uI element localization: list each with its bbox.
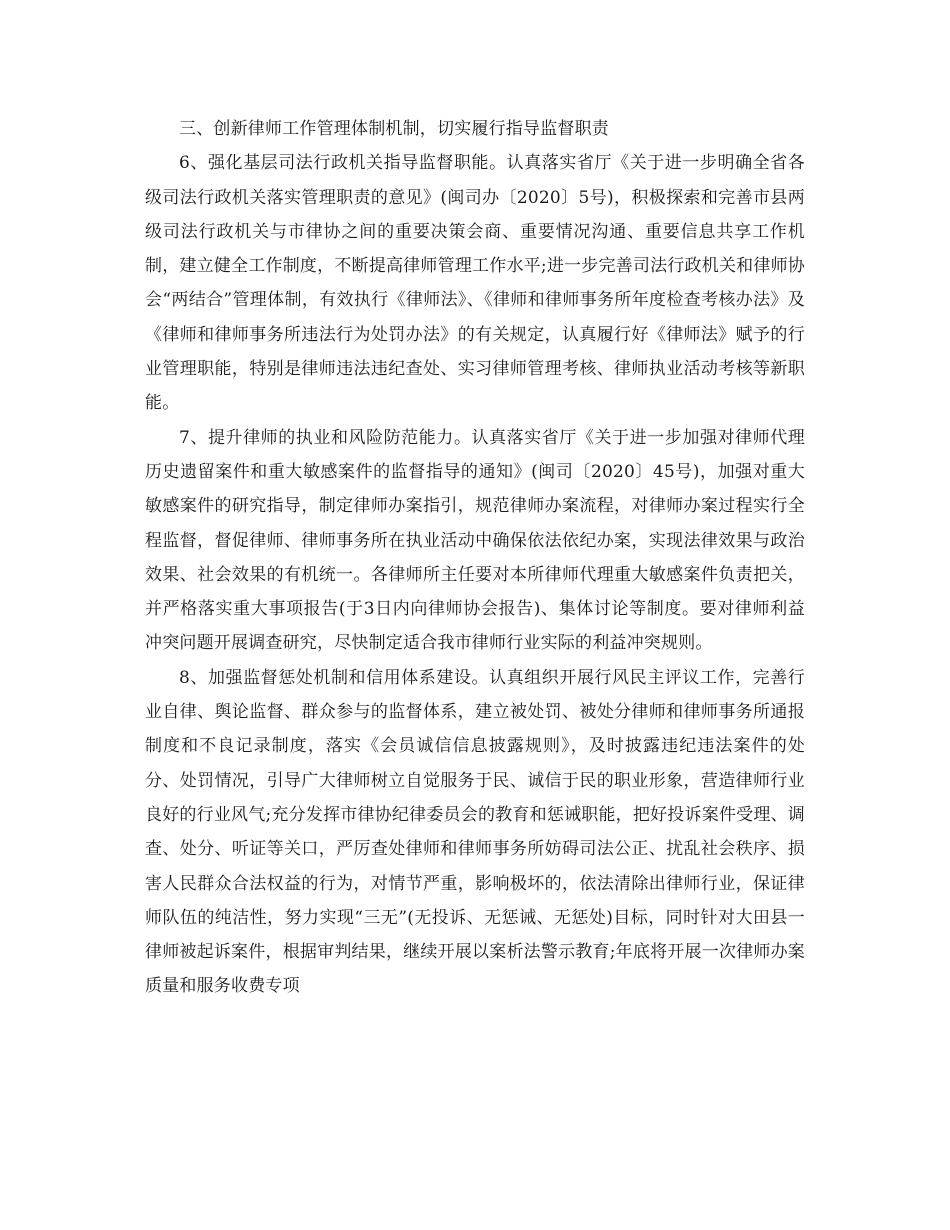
document-body (145, 112, 805, 1004)
paragraph-7: 7、提升律师的执业和风险防范能力。认真落实省厅《关于进一步加强对律师代理历史遗留案件和重大敏感案件的监督指导的通知》(闽司〔2020〕45号)，加强对重大敏感案件的研究指导，制定律师办案指引，规范律师办案流程，对律师办案过程实行全程监督，督促律师、律师事务所在执业活动中确保依法依纪办案，实现法律效果与政治效果、社会效果的有机统一。各律师所主任要对本所律师代理重大敏感案件负责把关，并严格落实重大事项报告(于3日内向律师协会报告)、集体讨论等制度。要对律师利益冲突问题开展调查研究，尽快制定适合我市律师行业实际的利益冲突规则。 (145, 427, 805, 654)
paragraph-6: 6、强化基层司法行政机关指导监督职能。认真落实省厅《关于进一步明确全省各级司法行政机关落实管理职责的意见》(闽司办〔2020〕5号)，积极探索和完善市县两级司法行政机关与市律协之间的重要决策会商、重要情况沟通、重要信息共享工作机制，建立健全工作制度，不断提高律师管理工作水平;进一步完善司法行政机关和律师协会“两结合”管理体制，有效执行《律师法》、《律师和律师事务所年度检查考核办法》及《律师和律师事务所违法行为处罚办法》的有关规定，认真履行好《律师法》赋予的行业管理职能，特别是律师违法违纪查处、实习律师管理考核、律师执业活动考核等新职能。 (145, 153, 805, 414)
section-heading: 三、创新律师工作管理体制机制，切实履行指导监督职责 (179, 119, 609, 139)
paragraph-8: 8、加强监督惩处机制和信用体系建设。认真组织开展行风民主评议工作，完善行业自律、舆论监督、群众参与的监督体系，建立被处罚、被处分律师和律师事务所通报制度和不良记录制度，落实《会员诚信信息披露规则》，及时披露违纪违法案件的处分、处罚情况，引导广大律师树立自觉服务于民、诚信于民的职业形象，营造律师行业良好的行业风气;充分发挥市律协纪律委员会的教育和惩诫职能，把好投诉案件受理、调查、处分、听证等关口，严厉查处律师和律师事务所妨碍司法公正、扰乱社会秩序、损害人民群众合法权益的行为，对情节严重，影响极坏的，依法清除出律师行业，保证律师队伍的纯洁性，努力实现“三无”(无投诉、无惩诫、无惩处)目标，同时针对大田县一律师被起诉案件，根据审判结果，继续开展以案析法警示教育;年底将开展一次律师办案质量和服务收费专项 (145, 667, 805, 997)
